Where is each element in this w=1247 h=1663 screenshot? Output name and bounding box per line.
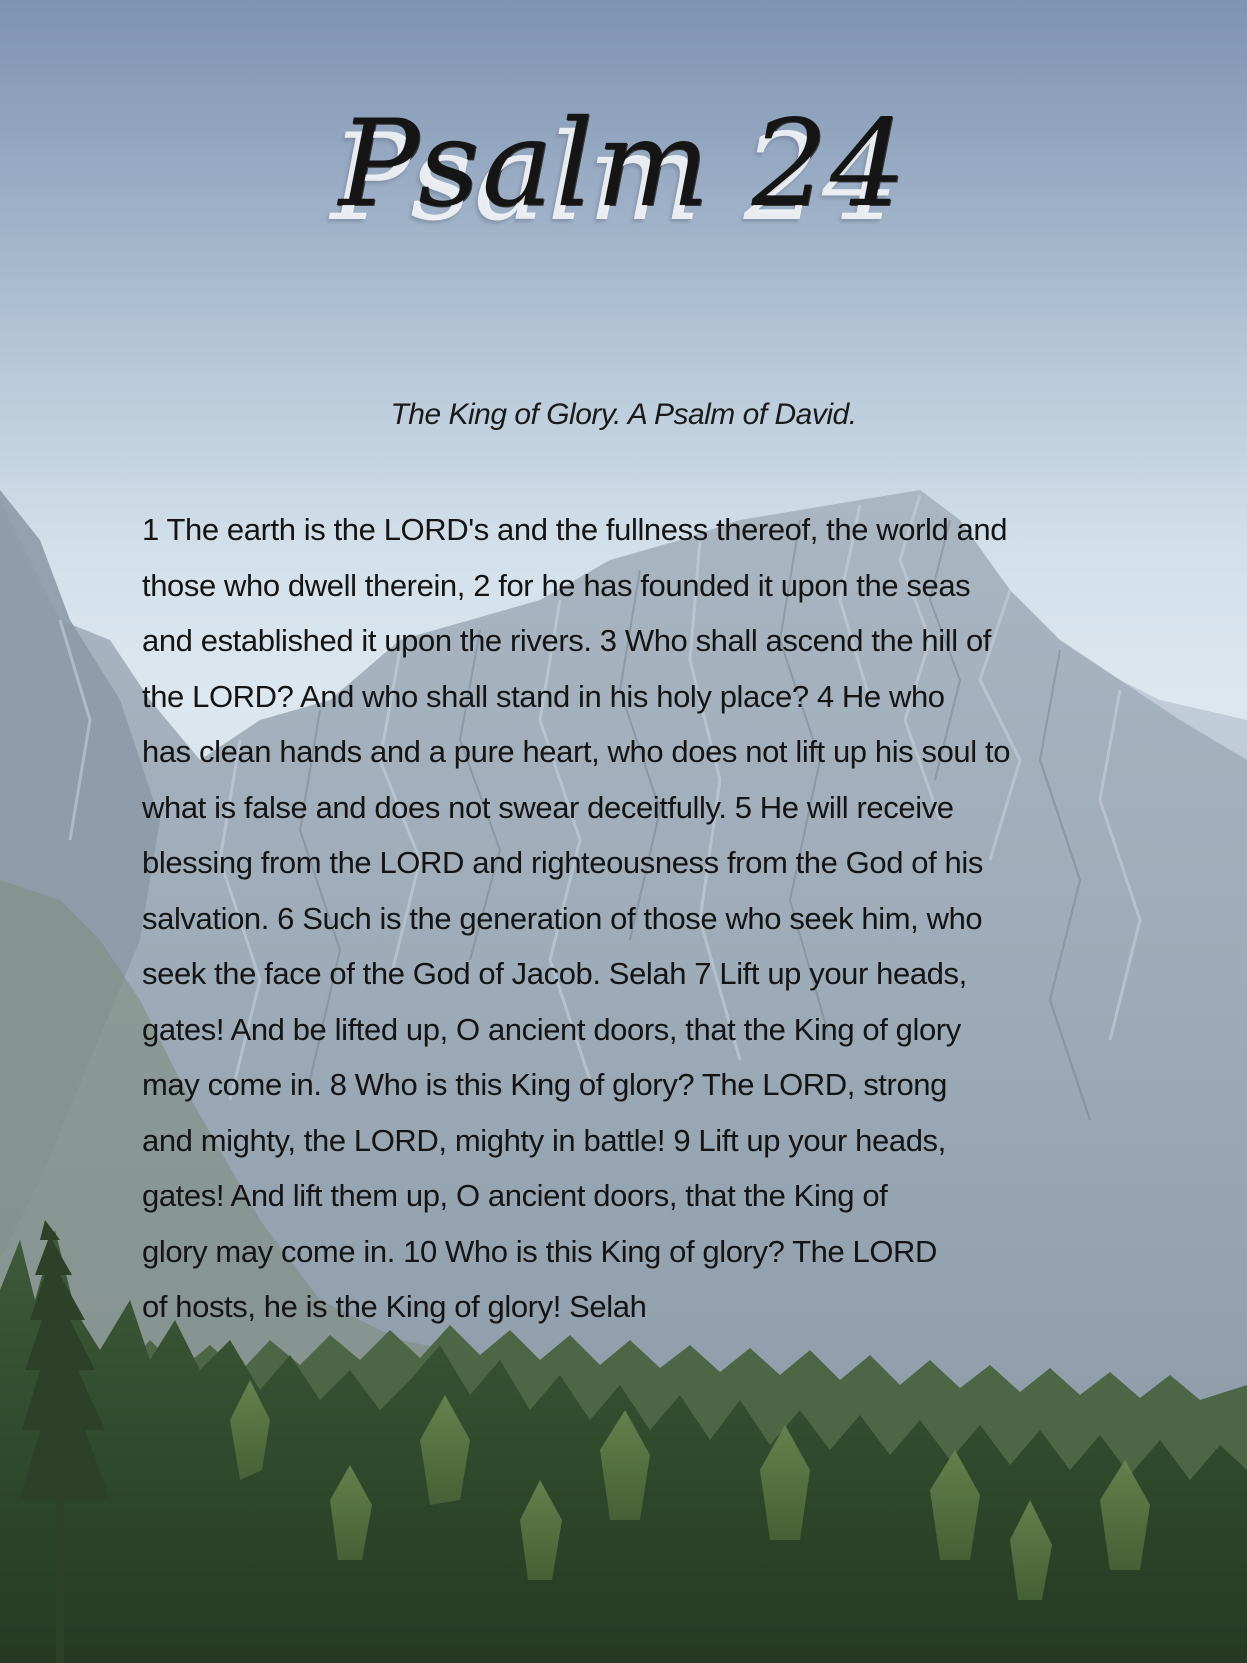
- verse-line: and mighty, the LORD, mighty in battle! 9 Lift up your heads,: [142, 1122, 946, 1158]
- verse-line: gates! And be lifted up, O ancient doors, that the King of glory: [142, 1011, 961, 1047]
- verse-line: glory may come in. 10 Who is this King of glory? The LORD: [142, 1233, 938, 1269]
- verse-line: 1 The earth is the LORD's and the fullness thereof, the world and: [142, 512, 1008, 547]
- psalm-subtitle: The King of Glory. A Psalm of David.: [390, 398, 857, 431]
- verse-line: has clean hands and a pure heart, who does not lift up his soul to: [142, 734, 1011, 769]
- verse-line: seek the face of the God of Jacob. Selah 7 Lift up your heads,: [142, 956, 967, 991]
- verse-line: what is false and does not swear deceitfully. 5 He will receive: [142, 789, 954, 825]
- verse-line: may come in. 8 Who is this King of glory? The LORD, strong: [142, 1067, 947, 1102]
- verse-line: salvation. 6 Such is the generation of those who seek him, who: [142, 900, 983, 936]
- verse-line: gates! And lift them up, O ancient doors, that the King of: [142, 1178, 888, 1213]
- verse-line: the LORD? And who shall stand in his holy place? 4 He who: [142, 678, 945, 714]
- page-title: Psalm 24: [338, 95, 909, 234]
- verse-line: those who dwell therein, 2 for he has founded it upon the seas: [142, 567, 971, 603]
- verse-line: and established it upon the rivers. 3 Who shall ascend the hill of: [142, 623, 992, 658]
- verse-text: [142, 502, 1092, 1335]
- verse-line: of hosts, he is the King of glory! Selah: [142, 1289, 647, 1324]
- verse-line: blessing from the LORD and righteousness from the God of his: [142, 845, 983, 880]
